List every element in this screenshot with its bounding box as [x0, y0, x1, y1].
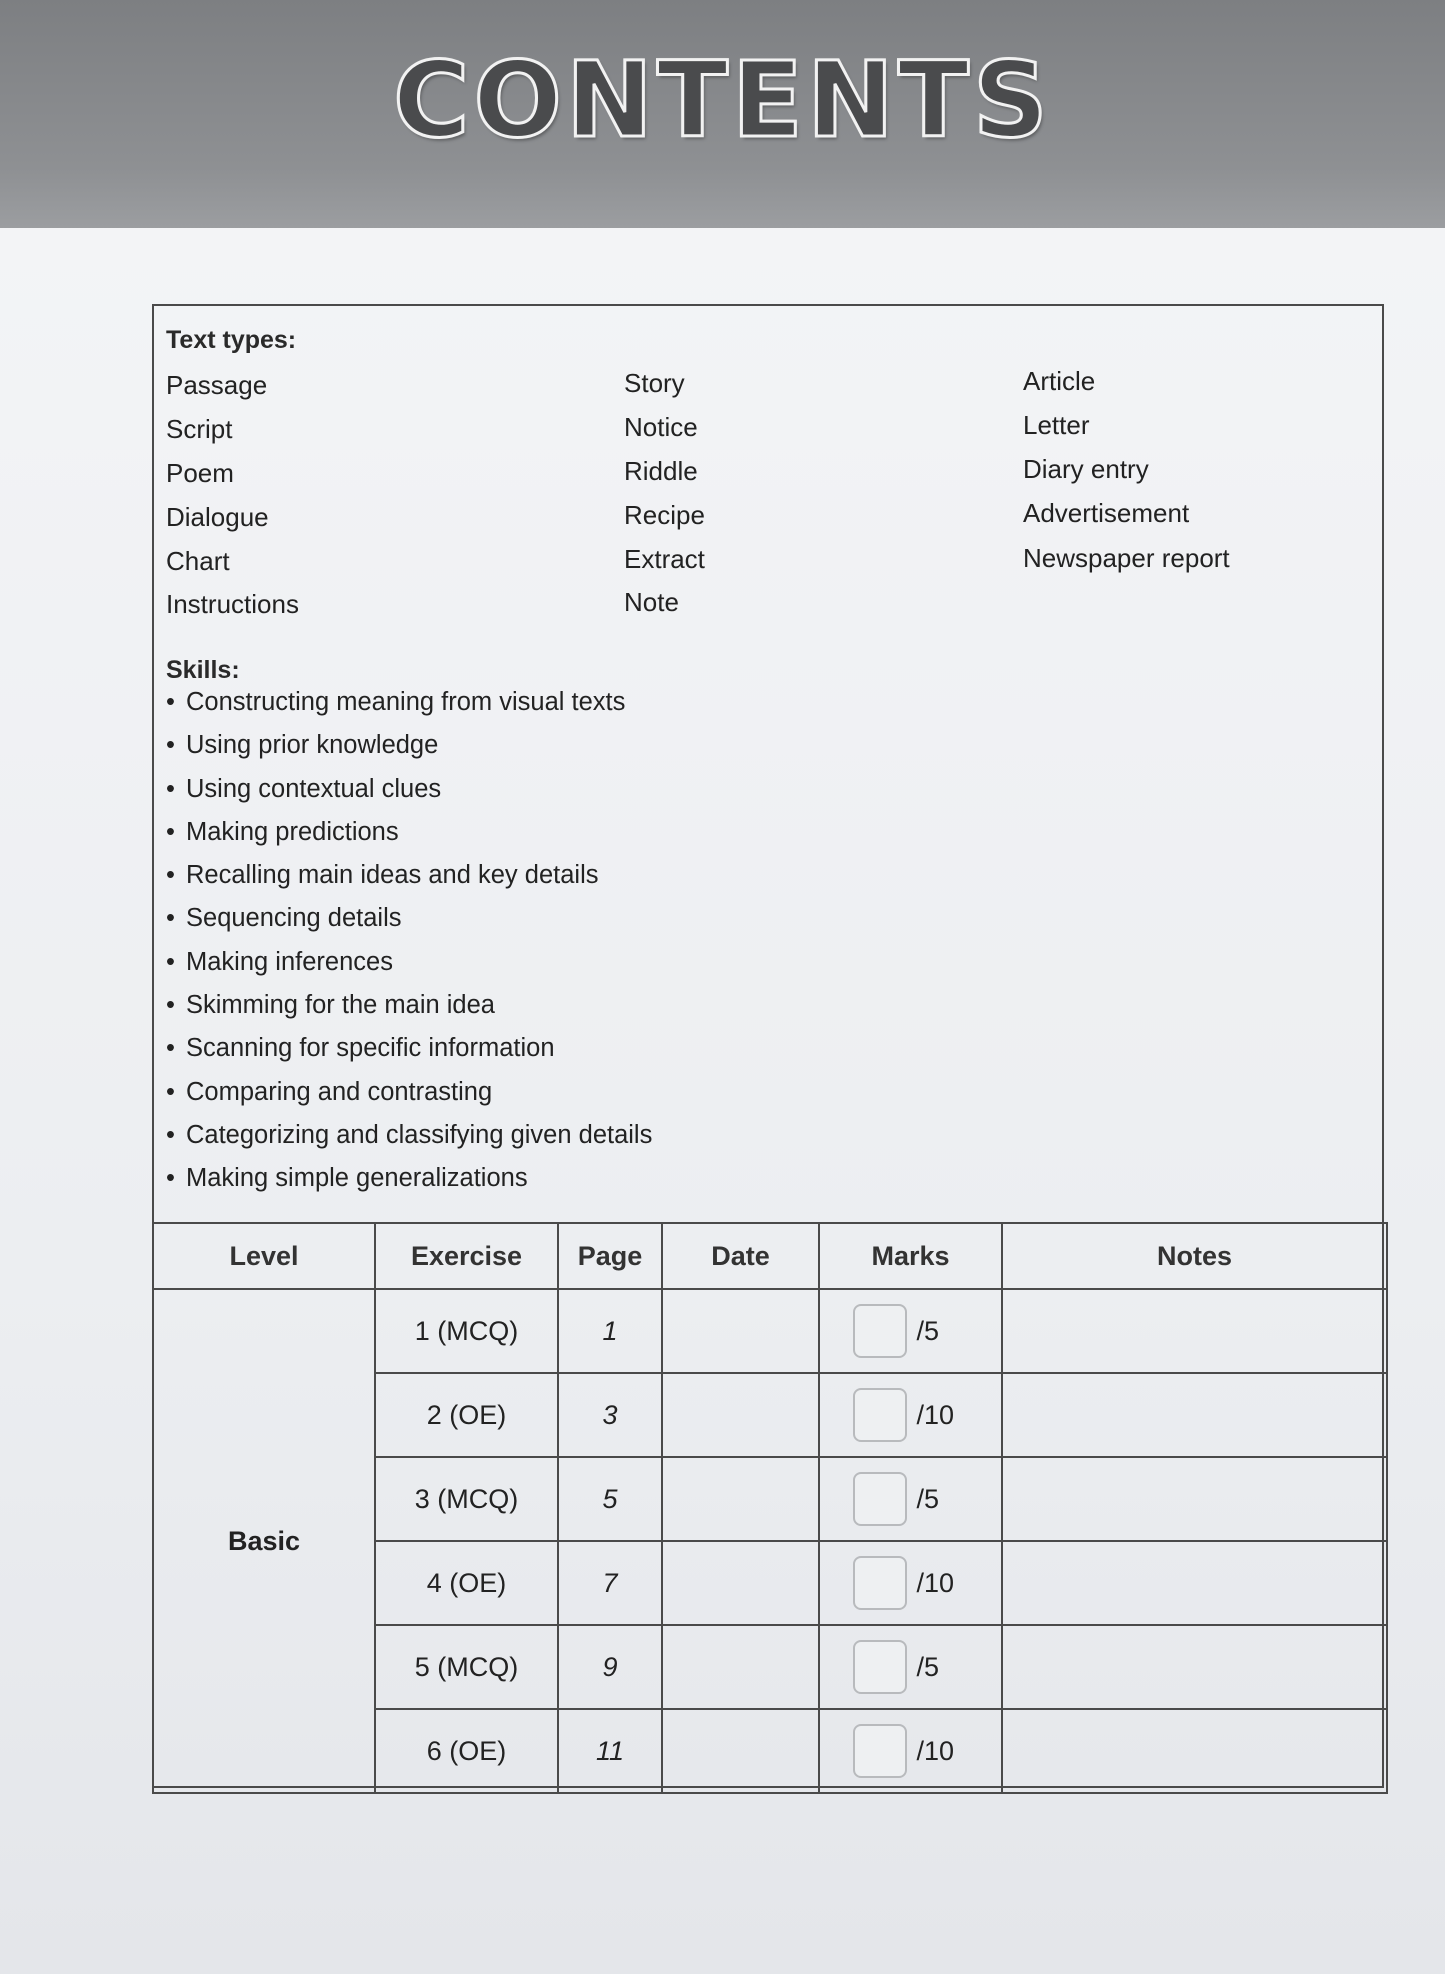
marks-input-box[interactable]	[853, 1556, 907, 1610]
exercise-cell: 3 (MCQ)	[375, 1457, 558, 1541]
text-type-item: Recipe	[624, 500, 705, 530]
text-type-item: Script	[166, 414, 233, 444]
notes-cell[interactable]	[1002, 1625, 1387, 1709]
date-cell[interactable]	[662, 1457, 819, 1541]
table-row	[153, 1289, 1387, 1373]
notes-cell[interactable]	[1002, 1457, 1387, 1541]
marks-cell	[819, 1709, 1002, 1793]
header-date: Date	[662, 1223, 819, 1289]
text-type-item: Story	[624, 368, 685, 398]
page-cell: 11	[558, 1709, 662, 1793]
text-type-item: Newspaper report	[1023, 543, 1230, 573]
skill-item: • Comparing and contrasting	[166, 1078, 652, 1121]
marks-total: /10	[916, 1735, 955, 1766]
date-cell[interactable]	[662, 1625, 819, 1709]
header-page: Page	[558, 1223, 662, 1289]
marks-total: /10	[916, 1567, 955, 1598]
notes-cell[interactable]	[1002, 1289, 1387, 1373]
table-header-row	[153, 1223, 1387, 1289]
notes-cell[interactable]	[1002, 1709, 1387, 1793]
text-type-item: Advertisement	[1023, 498, 1190, 528]
marks-cell	[819, 1541, 1002, 1625]
text-types-heading: Text types:	[166, 326, 297, 354]
header-exercise: Exercise	[375, 1223, 558, 1289]
marks-total: /5	[916, 1651, 940, 1682]
text-type-item: Notice	[624, 412, 698, 442]
text-type-item: Chart	[166, 546, 230, 576]
exercise-cell: 6 (OE)	[375, 1709, 558, 1793]
exercise-cell: 1 (MCQ)	[375, 1289, 558, 1373]
skill-item: • Sequencing details	[166, 904, 652, 947]
skill-item: • Categorizing and classifying given details	[166, 1121, 652, 1164]
header-marks: Marks	[819, 1223, 1002, 1289]
text-type-item: Passage	[166, 370, 268, 400]
skill-item: • Making predictions	[166, 818, 652, 861]
text-type-item: Dialogue	[166, 502, 269, 532]
date-cell[interactable]	[662, 1373, 819, 1457]
marks-total: /5	[916, 1483, 940, 1514]
page-cell: 9	[558, 1625, 662, 1709]
text-type-item: Diary entry	[1023, 454, 1149, 484]
date-cell[interactable]	[662, 1541, 819, 1625]
page-cell: 3	[558, 1373, 662, 1457]
text-type-item: Note	[624, 587, 679, 617]
skills-list	[166, 688, 652, 1208]
exercise-cell: 4 (OE)	[375, 1541, 558, 1625]
marks-input-box[interactable]	[853, 1388, 907, 1442]
date-cell[interactable]	[662, 1709, 819, 1793]
marks-cell	[819, 1625, 1002, 1709]
marks-cell	[819, 1457, 1002, 1541]
skill-item: • Making inferences	[166, 948, 652, 991]
skills-heading: Skills:	[166, 656, 240, 684]
notes-cell[interactable]	[1002, 1541, 1387, 1625]
marks-input-box[interactable]	[853, 1304, 907, 1358]
marks-cell	[819, 1289, 1002, 1373]
text-type-item: Poem	[166, 458, 234, 488]
text-type-item: Extract	[624, 544, 705, 574]
marks-input-box[interactable]	[853, 1724, 907, 1778]
marks-cell	[819, 1373, 1002, 1457]
header-notes: Notes	[1002, 1223, 1387, 1289]
skill-item: • Constructing meaning from visual texts	[166, 688, 652, 731]
text-type-item: Riddle	[624, 456, 698, 486]
exercise-cell: 5 (MCQ)	[375, 1625, 558, 1709]
skill-item: • Making simple generalizations	[166, 1164, 652, 1207]
skill-item: • Skimming for the main idea	[166, 991, 652, 1034]
marks-total: /5	[916, 1315, 940, 1346]
exercise-cell: 2 (OE)	[375, 1373, 558, 1457]
skill-item: • Using prior knowledge	[166, 731, 652, 774]
date-cell[interactable]	[662, 1289, 819, 1373]
page-title: CONTENTS	[393, 39, 1052, 161]
marks-input-box[interactable]	[853, 1472, 907, 1526]
marks-input-box[interactable]	[853, 1640, 907, 1694]
skill-item: • Scanning for specific information	[166, 1034, 652, 1077]
marks-total: /10	[916, 1399, 955, 1430]
skill-item: • Using contextual clues	[166, 775, 652, 818]
level-cell: Basic	[153, 1289, 375, 1793]
text-type-item: Instructions	[166, 589, 299, 619]
text-type-item: Letter	[1023, 410, 1090, 440]
contents-box	[152, 304, 1384, 1788]
text-type-item: Article	[1023, 366, 1096, 396]
page-cell: 5	[558, 1457, 662, 1541]
skill-item: • Recalling main ideas and key details	[166, 861, 652, 904]
progress-table	[152, 1222, 1388, 1794]
page-cell: 1	[558, 1289, 662, 1373]
notes-cell[interactable]	[1002, 1373, 1387, 1457]
header-level: Level	[153, 1223, 375, 1289]
page-cell: 7	[558, 1541, 662, 1625]
